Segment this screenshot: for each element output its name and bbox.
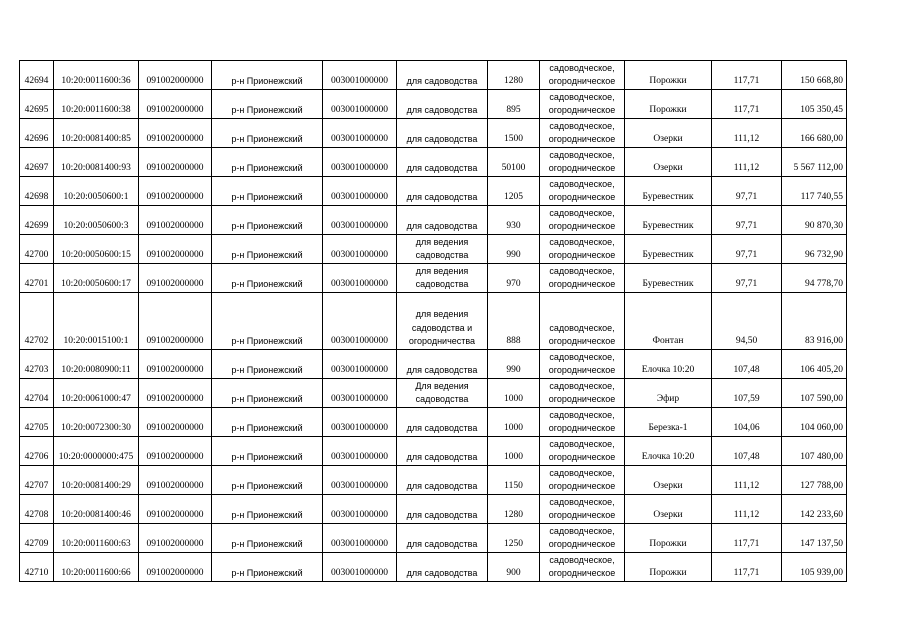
table-row bbox=[20, 177, 847, 206]
land-category-cell bbox=[540, 379, 625, 408]
land-category-cell bbox=[540, 293, 625, 350]
district-cell: р-н Прионежский bbox=[212, 235, 323, 264]
land-category-line: садоводческое, bbox=[549, 438, 615, 449]
permitted-use-line: для ведения bbox=[415, 308, 469, 319]
area-cell: 895 bbox=[488, 90, 540, 119]
land-category-line: огородническое bbox=[548, 192, 616, 203]
area-cell: 990 bbox=[488, 235, 540, 264]
society-name-cell: Порожки bbox=[625, 90, 712, 119]
society-name-cell: Буревестник bbox=[625, 264, 712, 293]
okato-code-cell: 091002000000 bbox=[139, 495, 212, 524]
cadastral-number-cell: 10:20:0050600:17 bbox=[54, 264, 139, 293]
land-registry-table bbox=[19, 60, 847, 582]
cadastral-value-cell: 107 480,00 bbox=[782, 437, 847, 466]
permitted-use-line: для садоводства bbox=[406, 423, 478, 434]
area-cell: 50100 bbox=[488, 148, 540, 177]
permitted-use-line: для садоводства bbox=[406, 221, 478, 232]
cadastral-number-cell: 10:20:0011600:36 bbox=[54, 61, 139, 90]
record-number-cell: 42701 bbox=[20, 264, 54, 293]
cadastral-number-cell: 10:20:0061000:47 bbox=[54, 379, 139, 408]
record-number-cell: 42703 bbox=[20, 350, 54, 379]
record-number-cell: 42704 bbox=[20, 379, 54, 408]
oktmo-code-cell: 003001000000 bbox=[323, 437, 397, 466]
permitted-use-line: для садоводства bbox=[406, 510, 478, 521]
oktmo-code-cell: 003001000000 bbox=[323, 553, 397, 582]
okato-code-cell: 091002000000 bbox=[139, 206, 212, 235]
specific-value-cell: 97,71 bbox=[712, 264, 782, 293]
table-row bbox=[20, 350, 847, 379]
permitted-use-cell bbox=[397, 61, 488, 90]
district-cell: р-н Прионежский bbox=[212, 379, 323, 408]
permitted-use-line: для садоводства bbox=[406, 452, 478, 463]
land-category-line: огородническое bbox=[548, 250, 616, 261]
area-cell: 990 bbox=[488, 350, 540, 379]
specific-value-cell: 117,71 bbox=[712, 61, 782, 90]
permitted-use-line: для ведения bbox=[415, 265, 469, 276]
land-category-line: огородническое bbox=[548, 510, 616, 521]
table-row bbox=[20, 61, 847, 90]
oktmo-code-cell: 003001000000 bbox=[323, 408, 397, 437]
land-category-line: огородническое bbox=[548, 134, 616, 145]
table-row bbox=[20, 553, 847, 582]
land-category-cell bbox=[540, 206, 625, 235]
record-number-cell: 42707 bbox=[20, 466, 54, 495]
table-row bbox=[20, 206, 847, 235]
land-category-cell bbox=[540, 553, 625, 582]
district-cell: р-н Прионежский bbox=[212, 206, 323, 235]
specific-value-cell: 94,50 bbox=[712, 293, 782, 350]
permitted-use-line: для садоводства bbox=[406, 134, 478, 145]
land-category-line: огородническое bbox=[548, 423, 616, 434]
district-cell: р-н Прионежский bbox=[212, 495, 323, 524]
society-name-cell: Озерки bbox=[625, 495, 712, 524]
land-category-line: огородническое bbox=[548, 365, 616, 376]
land-category-cell bbox=[540, 350, 625, 379]
cadastral-value-cell: 107 590,00 bbox=[782, 379, 847, 408]
district-cell: р-н Прионежский bbox=[212, 408, 323, 437]
permitted-use-cell bbox=[397, 408, 488, 437]
record-number-cell: 42706 bbox=[20, 437, 54, 466]
table-row bbox=[20, 148, 847, 177]
permitted-use-line: для садоводства bbox=[406, 539, 478, 550]
land-category-line: огородническое bbox=[548, 481, 616, 492]
land-category-cell bbox=[540, 408, 625, 437]
land-category-line: садоводческое, bbox=[549, 207, 615, 218]
cadastral-number-cell: 10:20:0000000:475 bbox=[54, 437, 139, 466]
cadastral-number-cell: 10:20:0081400:85 bbox=[54, 119, 139, 148]
society-name-cell: Порожки bbox=[625, 61, 712, 90]
society-name-cell: Озерки bbox=[625, 148, 712, 177]
society-name-cell: Озерки bbox=[625, 466, 712, 495]
society-name-cell: Буревестник bbox=[625, 177, 712, 206]
okato-code-cell: 091002000000 bbox=[139, 524, 212, 553]
land-category-cell bbox=[540, 119, 625, 148]
record-number-cell: 42699 bbox=[20, 206, 54, 235]
cadastral-value-cell: 90 870,30 bbox=[782, 206, 847, 235]
record-number-cell: 42708 bbox=[20, 495, 54, 524]
table-row bbox=[20, 466, 847, 495]
cadastral-number-cell: 10:20:0081400:93 bbox=[54, 148, 139, 177]
okato-code-cell: 091002000000 bbox=[139, 379, 212, 408]
land-category-cell bbox=[540, 61, 625, 90]
table-body bbox=[20, 61, 847, 582]
table-row bbox=[20, 90, 847, 119]
land-category-line: садоводческое, bbox=[549, 265, 615, 276]
record-number-cell: 42697 bbox=[20, 148, 54, 177]
oktmo-code-cell: 003001000000 bbox=[323, 119, 397, 148]
cadastral-value-cell: 83 916,00 bbox=[782, 293, 847, 350]
society-name-cell: Порожки bbox=[625, 524, 712, 553]
district-cell: р-н Прионежский bbox=[212, 90, 323, 119]
permitted-use-cell bbox=[397, 466, 488, 495]
cadastral-value-cell: 105 939,00 bbox=[782, 553, 847, 582]
district-cell: р-н Прионежский bbox=[212, 177, 323, 206]
specific-value-cell: 117,71 bbox=[712, 524, 782, 553]
okato-code-cell: 091002000000 bbox=[139, 264, 212, 293]
okato-code-cell: 091002000000 bbox=[139, 119, 212, 148]
oktmo-code-cell: 003001000000 bbox=[323, 379, 397, 408]
oktmo-code-cell: 003001000000 bbox=[323, 61, 397, 90]
cadastral-value-cell: 127 788,00 bbox=[782, 466, 847, 495]
permitted-use-cell bbox=[397, 437, 488, 466]
cadastral-value-cell: 142 233,60 bbox=[782, 495, 847, 524]
permitted-use-cell bbox=[397, 206, 488, 235]
permitted-use-cell bbox=[397, 235, 488, 264]
permitted-use-line: для садоводства bbox=[406, 481, 478, 492]
land-category-cell bbox=[540, 235, 625, 264]
area-cell: 970 bbox=[488, 264, 540, 293]
okato-code-cell: 091002000000 bbox=[139, 553, 212, 582]
permitted-use-cell bbox=[397, 379, 488, 408]
cadastral-number-cell: 10:20:0011600:38 bbox=[54, 90, 139, 119]
table-row bbox=[20, 264, 847, 293]
permitted-use-line: садоводства bbox=[415, 250, 469, 261]
cadastral-number-cell: 10:20:0050600:15 bbox=[54, 235, 139, 264]
society-name-cell: Эфир bbox=[625, 379, 712, 408]
table-row bbox=[20, 408, 847, 437]
area-cell: 1500 bbox=[488, 119, 540, 148]
okato-code-cell: 091002000000 bbox=[139, 293, 212, 350]
land-category-line: садоводческое, bbox=[549, 409, 615, 420]
society-name-cell: Озерки bbox=[625, 119, 712, 148]
okato-code-cell: 091002000000 bbox=[139, 235, 212, 264]
area-cell: 888 bbox=[488, 293, 540, 350]
area-cell: 1000 bbox=[488, 379, 540, 408]
oktmo-code-cell: 003001000000 bbox=[323, 206, 397, 235]
land-category-cell bbox=[540, 90, 625, 119]
land-category-cell bbox=[540, 177, 625, 206]
table-row bbox=[20, 293, 847, 350]
cadastral-value-cell: 117 740,55 bbox=[782, 177, 847, 206]
okato-code-cell: 091002000000 bbox=[139, 61, 212, 90]
cadastral-value-cell: 166 680,00 bbox=[782, 119, 847, 148]
okato-code-cell: 091002000000 bbox=[139, 466, 212, 495]
land-category-line: огородническое bbox=[548, 336, 616, 347]
land-category-line: огородническое bbox=[548, 105, 616, 116]
permitted-use-cell bbox=[397, 90, 488, 119]
district-cell: р-н Прионежский bbox=[212, 524, 323, 553]
record-number-cell: 42698 bbox=[20, 177, 54, 206]
specific-value-cell: 111,12 bbox=[712, 495, 782, 524]
cadastral-number-cell: 10:20:0050600:1 bbox=[54, 177, 139, 206]
oktmo-code-cell: 003001000000 bbox=[323, 235, 397, 264]
oktmo-code-cell: 003001000000 bbox=[323, 524, 397, 553]
specific-value-cell: 107,48 bbox=[712, 437, 782, 466]
permitted-use-cell bbox=[397, 148, 488, 177]
record-number-cell: 42705 bbox=[20, 408, 54, 437]
specific-value-cell: 97,71 bbox=[712, 235, 782, 264]
permitted-use-line: огородничества bbox=[408, 336, 476, 347]
table-row bbox=[20, 379, 847, 408]
permitted-use-line: для ведения bbox=[415, 236, 469, 247]
district-cell: р-н Прионежский bbox=[212, 437, 323, 466]
permitted-use-line: садоводства bbox=[415, 394, 469, 405]
cadastral-value-cell: 104 060,00 bbox=[782, 408, 847, 437]
cadastral-number-cell: 10:20:0011600:63 bbox=[54, 524, 139, 553]
permitted-use-line: для садоводства bbox=[406, 568, 478, 579]
land-category-line: огородническое bbox=[548, 394, 616, 405]
land-category-cell bbox=[540, 264, 625, 293]
record-number-cell: 42696 bbox=[20, 119, 54, 148]
district-cell: р-н Прионежский bbox=[212, 148, 323, 177]
oktmo-code-cell: 003001000000 bbox=[323, 466, 397, 495]
land-category-line: огородническое bbox=[548, 76, 616, 87]
table-row bbox=[20, 524, 847, 553]
permitted-use-cell bbox=[397, 119, 488, 148]
oktmo-code-cell: 003001000000 bbox=[323, 350, 397, 379]
table-row bbox=[20, 495, 847, 524]
society-name-cell: Елочка 10:20 bbox=[625, 350, 712, 379]
okato-code-cell: 091002000000 bbox=[139, 408, 212, 437]
land-category-cell bbox=[540, 466, 625, 495]
permitted-use-cell bbox=[397, 495, 488, 524]
land-category-line: огородническое bbox=[548, 221, 616, 232]
district-cell: р-н Прионежский bbox=[212, 61, 323, 90]
land-category-line: садоводческое, bbox=[549, 149, 615, 160]
oktmo-code-cell: 003001000000 bbox=[323, 90, 397, 119]
cadastral-value-cell: 147 137,50 bbox=[782, 524, 847, 553]
permitted-use-line: садоводства bbox=[415, 279, 469, 290]
district-cell: р-н Прионежский bbox=[212, 264, 323, 293]
permitted-use-cell bbox=[397, 264, 488, 293]
permitted-use-cell bbox=[397, 177, 488, 206]
permitted-use-line: для садоводства bbox=[406, 192, 478, 203]
land-category-line: садоводческое, bbox=[549, 322, 615, 333]
cadastral-value-cell: 96 732,90 bbox=[782, 235, 847, 264]
record-number-cell: 42710 bbox=[20, 553, 54, 582]
permitted-use-line: для садоводства bbox=[406, 105, 478, 116]
specific-value-cell: 97,71 bbox=[712, 177, 782, 206]
society-name-cell: Фонтан bbox=[625, 293, 712, 350]
permitted-use-line: Для ведения bbox=[415, 380, 469, 391]
cadastral-number-cell: 10:20:0080900:11 bbox=[54, 350, 139, 379]
land-category-line: садоводческое, bbox=[549, 120, 615, 131]
land-category-line: огородническое bbox=[548, 279, 616, 290]
table-row bbox=[20, 437, 847, 466]
society-name-cell: Елочка 10:20 bbox=[625, 437, 712, 466]
specific-value-cell: 104,06 bbox=[712, 408, 782, 437]
land-category-line: садоводческое, bbox=[549, 554, 615, 565]
area-cell: 1150 bbox=[488, 466, 540, 495]
district-cell: р-н Прионежский bbox=[212, 293, 323, 350]
land-category-line: садоводческое, bbox=[549, 62, 615, 73]
cadastral-number-cell: 10:20:0081400:46 bbox=[54, 495, 139, 524]
specific-value-cell: 117,71 bbox=[712, 553, 782, 582]
land-category-line: огородническое bbox=[548, 539, 616, 550]
table-row bbox=[20, 235, 847, 264]
specific-value-cell: 97,71 bbox=[712, 206, 782, 235]
oktmo-code-cell: 003001000000 bbox=[323, 495, 397, 524]
record-number-cell: 42702 bbox=[20, 293, 54, 350]
land-category-line: садоводческое, bbox=[549, 496, 615, 507]
land-category-cell bbox=[540, 148, 625, 177]
land-category-line: садоводческое, bbox=[549, 467, 615, 478]
land-category-line: садоводческое, bbox=[549, 380, 615, 391]
land-category-cell bbox=[540, 495, 625, 524]
permitted-use-cell bbox=[397, 524, 488, 553]
land-category-cell bbox=[540, 437, 625, 466]
land-category-line: садоводческое, bbox=[549, 351, 615, 362]
cadastral-value-cell: 94 778,70 bbox=[782, 264, 847, 293]
area-cell: 1205 bbox=[488, 177, 540, 206]
record-number-cell: 42700 bbox=[20, 235, 54, 264]
land-category-cell bbox=[540, 524, 625, 553]
specific-value-cell: 111,12 bbox=[712, 466, 782, 495]
cadastral-number-cell: 10:20:0072300:30 bbox=[54, 408, 139, 437]
oktmo-code-cell: 003001000000 bbox=[323, 177, 397, 206]
area-cell: 1280 bbox=[488, 495, 540, 524]
land-category-line: садоводческое, bbox=[549, 178, 615, 189]
permitted-use-cell bbox=[397, 293, 488, 350]
land-category-line: садоводческое, bbox=[549, 236, 615, 247]
society-name-cell: Порожки bbox=[625, 553, 712, 582]
specific-value-cell: 117,71 bbox=[712, 90, 782, 119]
society-name-cell: Буревестник bbox=[625, 206, 712, 235]
area-cell: 1000 bbox=[488, 437, 540, 466]
district-cell: р-н Прионежский bbox=[212, 119, 323, 148]
area-cell: 1000 bbox=[488, 408, 540, 437]
okato-code-cell: 091002000000 bbox=[139, 350, 212, 379]
permitted-use-cell bbox=[397, 350, 488, 379]
cadastral-number-cell: 10:20:0081400:29 bbox=[54, 466, 139, 495]
oktmo-code-cell: 003001000000 bbox=[323, 148, 397, 177]
okato-code-cell: 091002000000 bbox=[139, 437, 212, 466]
area-cell: 900 bbox=[488, 553, 540, 582]
area-cell: 1250 bbox=[488, 524, 540, 553]
cadastral-value-cell: 5 567 112,00 bbox=[782, 148, 847, 177]
district-cell: р-н Прионежский bbox=[212, 553, 323, 582]
society-name-cell: Буревестник bbox=[625, 235, 712, 264]
oktmo-code-cell: 003001000000 bbox=[323, 264, 397, 293]
district-cell: р-н Прионежский bbox=[212, 466, 323, 495]
permitted-use-line: для садоводства bbox=[406, 163, 478, 174]
specific-value-cell: 107,48 bbox=[712, 350, 782, 379]
record-number-cell: 42695 bbox=[20, 90, 54, 119]
record-number-cell: 42709 bbox=[20, 524, 54, 553]
permitted-use-cell bbox=[397, 553, 488, 582]
cadastral-number-cell: 10:20:0050600:3 bbox=[54, 206, 139, 235]
cadastral-number-cell: 10:20:0011600:66 bbox=[54, 553, 139, 582]
area-cell: 930 bbox=[488, 206, 540, 235]
land-category-line: огородническое bbox=[548, 452, 616, 463]
specific-value-cell: 111,12 bbox=[712, 119, 782, 148]
society-name-cell: Березка-1 bbox=[625, 408, 712, 437]
cadastral-value-cell: 106 405,20 bbox=[782, 350, 847, 379]
land-category-line: огородническое bbox=[548, 568, 616, 579]
table-row bbox=[20, 119, 847, 148]
cadastral-value-cell: 105 350,45 bbox=[782, 90, 847, 119]
okato-code-cell: 091002000000 bbox=[139, 148, 212, 177]
land-category-line: садоводческое, bbox=[549, 525, 615, 536]
land-category-line: садоводческое, bbox=[549, 91, 615, 102]
district-cell: р-н Прионежский bbox=[212, 350, 323, 379]
oktmo-code-cell: 003001000000 bbox=[323, 293, 397, 350]
specific-value-cell: 107,59 bbox=[712, 379, 782, 408]
permitted-use-line: для садоводства bbox=[406, 76, 478, 87]
cadastral-number-cell: 10:20:0015100:1 bbox=[54, 293, 139, 350]
okato-code-cell: 091002000000 bbox=[139, 177, 212, 206]
area-cell: 1280 bbox=[488, 61, 540, 90]
okato-code-cell: 091002000000 bbox=[139, 90, 212, 119]
record-number-cell: 42694 bbox=[20, 61, 54, 90]
permitted-use-line: для садоводства bbox=[406, 365, 478, 376]
permitted-use-line: садоводства и bbox=[411, 322, 473, 333]
land-category-line: огородническое bbox=[548, 163, 616, 174]
cadastral-value-cell: 150 668,80 bbox=[782, 61, 847, 90]
specific-value-cell: 111,12 bbox=[712, 148, 782, 177]
